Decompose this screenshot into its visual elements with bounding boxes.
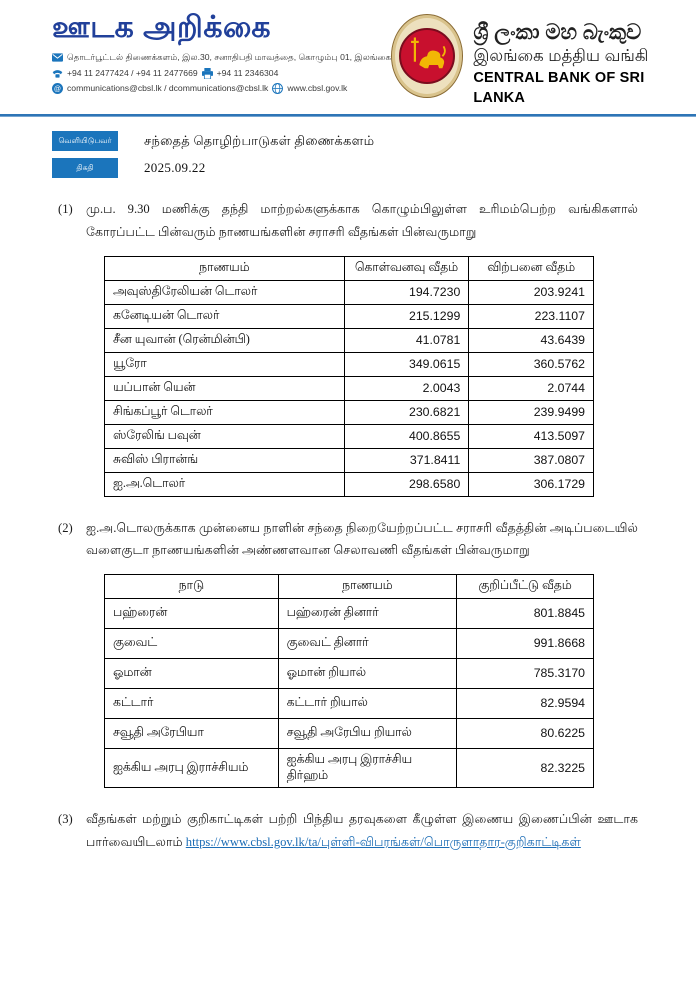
cell: 215.1299 [344, 304, 469, 328]
table-row [105, 688, 594, 718]
header-left [52, 12, 391, 108]
table-row [105, 400, 594, 424]
cell: சீன யுவான் (ரென்மின்பி) [105, 328, 345, 352]
cell: குவைட் [105, 628, 279, 658]
issued-by-label: வெளியிடுபவர் [52, 131, 118, 151]
cell: சவூதி அரேபியா [105, 718, 279, 748]
fax-number: +94 11 2346304 [216, 68, 279, 78]
header-cell: நாடு [105, 574, 279, 598]
cell: 801.8845 [457, 598, 594, 628]
cell: குவைட் தினார் [278, 628, 456, 658]
address-line [52, 52, 391, 64]
table-row [105, 304, 594, 328]
cell: பஹ்ரைன் தினார் [278, 598, 456, 628]
table-row [105, 748, 594, 787]
paragraph-1-number: (1) [58, 202, 73, 217]
printer-icon [202, 68, 213, 79]
date-value: 2025.09.22 [144, 160, 206, 176]
statistics-link[interactable]: https://www.cbsl.gov.lk/ta/புள்ளி-விபரங்கள்/பொருளாதார-குறிகாட்டிகள் [185, 834, 581, 849]
cell: 2.0744 [469, 376, 594, 400]
header-row [105, 256, 594, 280]
phone-icon [52, 68, 63, 79]
paragraph-3-body: வீதங்கள் மற்றும் குறிகாட்டிகள் பற்றி பிந்திய தரவுகளை கீழுள்ள இணைய இணைப்பின் ஊடாக பார்வையிடலாம் [86, 811, 638, 849]
cell: 387.0807 [469, 448, 594, 472]
paragraph-2 [58, 517, 638, 562]
cell: அவுஸ்திரேலியன் டொலர் [105, 280, 345, 304]
cell: 400.8655 [344, 424, 469, 448]
cell: 203.9241 [469, 280, 594, 304]
paragraph-3-text [86, 808, 638, 853]
cell: பஹ்ரைன் [105, 598, 279, 628]
bank-name-sinhala: ශ්‍රී ලංකා මහ බැංකුව [473, 21, 642, 44]
cell: 785.3170 [457, 658, 594, 688]
table-row [105, 472, 594, 496]
cell: 413.5097 [469, 424, 594, 448]
cell: சுவிஸ் பிரான்ங் [105, 448, 345, 472]
issued-by-value: சந்தைத் தொழிற்பாடுகள் திணைக்களம் [144, 132, 375, 148]
cell: சவூதி அரேபிய றியால் [278, 718, 456, 748]
cell: 82.3225 [457, 748, 594, 787]
cell: ஐக்கிய அரபு இராச்சியம் [105, 748, 279, 787]
cell: கட்டார் றியால் [278, 688, 456, 718]
table-row [105, 658, 594, 688]
phone-numbers: +94 11 2477424 / +94 11 2477669 [67, 68, 198, 78]
paragraph-3-number: (3) [58, 811, 73, 826]
cbsl-logo [391, 14, 463, 98]
meta-section [52, 131, 696, 178]
header-cell: நாணயம் [105, 256, 345, 280]
email-line [52, 83, 391, 94]
header-row [105, 574, 594, 598]
date-label: திகதி [52, 158, 118, 178]
email-addresses: communications@cbsl.lk / dcommunications@cbsl.lk [67, 83, 269, 93]
globe-icon [272, 83, 283, 94]
svg-text:@: @ [53, 85, 62, 93]
cell: ஓமான் றியால் [278, 658, 456, 688]
cell: 82.9594 [457, 688, 594, 718]
bank-name-tamil: இலங்கை மத்திய வங்கி [473, 47, 649, 66]
paragraph-2-text: ஐ.அ.டொலருக்காக முன்னைய நாளின் சந்தை நிறையேற்றப்பட்ட சராசரி வீதத்தின் அடிப்படையில் வளைகுடா நாணயங்களின் அண்ணளவான செலாவணி வீதங்கள் பின்வருமாறு [86, 520, 638, 558]
cell: ஐ.அ.டொலர் [105, 472, 345, 496]
media-release-title: ஊடக அறிக்கை [52, 11, 272, 44]
phone-line [52, 68, 391, 79]
cell: ஸ்ரேலிங் பவுன் [105, 424, 345, 448]
website-url: www.cbsl.gov.lk [287, 83, 348, 93]
cell: 239.9499 [469, 400, 594, 424]
lion-icon [405, 32, 449, 81]
cell: 991.8668 [457, 628, 594, 658]
table-row [105, 628, 594, 658]
header [0, 0, 696, 108]
table-row [105, 424, 594, 448]
cell: ஐக்கிய அரபு இராச்சிய திர்ஹம் [278, 748, 456, 787]
paragraph-2-number: (2) [58, 520, 73, 535]
table-row [105, 598, 594, 628]
cell: 41.0781 [344, 328, 469, 352]
cell: ஓமான் [105, 658, 279, 688]
date-row [52, 158, 696, 178]
header-divider [0, 114, 696, 117]
paragraph-3 [58, 808, 638, 853]
cell: 223.1107 [469, 304, 594, 328]
table-row [105, 718, 594, 748]
cell: 194.7230 [344, 280, 469, 304]
table-row [105, 376, 594, 400]
cell: 230.6821 [344, 400, 469, 424]
table-row [105, 352, 594, 376]
envelope-icon [52, 52, 63, 63]
cell: யூரோ [105, 352, 345, 376]
cell: கட்டார் [105, 688, 279, 718]
cell: கனேடியன் டொலர் [105, 304, 345, 328]
cell: 360.5762 [469, 352, 594, 376]
table-row [105, 448, 594, 472]
bank-name-english: CENTRAL BANK OF SRI LANKA [473, 69, 645, 106]
issued-by-row [52, 131, 696, 151]
cell: 371.8411 [344, 448, 469, 472]
telegraphic-rates-table [104, 256, 594, 497]
table-row [105, 280, 594, 304]
paragraph-1-text: மு.ப. 9.30 மணிக்கு தந்தி மாற்றல்களுக்காக கொழும்பிலுள்ள உரிமம்பெற்ற வங்கிகளால் கோரப்பட்ட பின்வரும் நாணயங்களின் சராசரி வீதங்கள் பின்வருமாறு [86, 202, 638, 239]
address-text: தொடர்பூட்டல் திணைக்களம், இல.30, சனாதிபதி மாவத்தை, கொழும்பு 01, இலங்கை [67, 51, 392, 62]
cell: யப்பான் யென் [105, 376, 345, 400]
cell: 2.0043 [344, 376, 469, 400]
email-icon [52, 83, 63, 94]
header-cell: விற்பனை வீதம் [469, 256, 594, 280]
paragraph-1 [58, 198, 638, 243]
header-right [391, 12, 668, 108]
cell: 349.0615 [344, 352, 469, 376]
cell: 306.1729 [469, 472, 594, 496]
cell: 80.6225 [457, 718, 594, 748]
cell: 298.6580 [344, 472, 469, 496]
header-cell: கொள்வனவு வீதம் [344, 256, 469, 280]
cbsl-logo-emblem [399, 28, 455, 84]
gulf-currency-rates-table [104, 574, 594, 788]
header-cell: நாணயம் [278, 574, 456, 598]
cell: 43.6439 [469, 328, 594, 352]
bank-names [473, 14, 668, 108]
header-cell: குறிப்பீட்டு வீதம் [457, 574, 594, 598]
table-row [105, 328, 594, 352]
cell: சிங்கப்பூர் டொலர் [105, 400, 345, 424]
